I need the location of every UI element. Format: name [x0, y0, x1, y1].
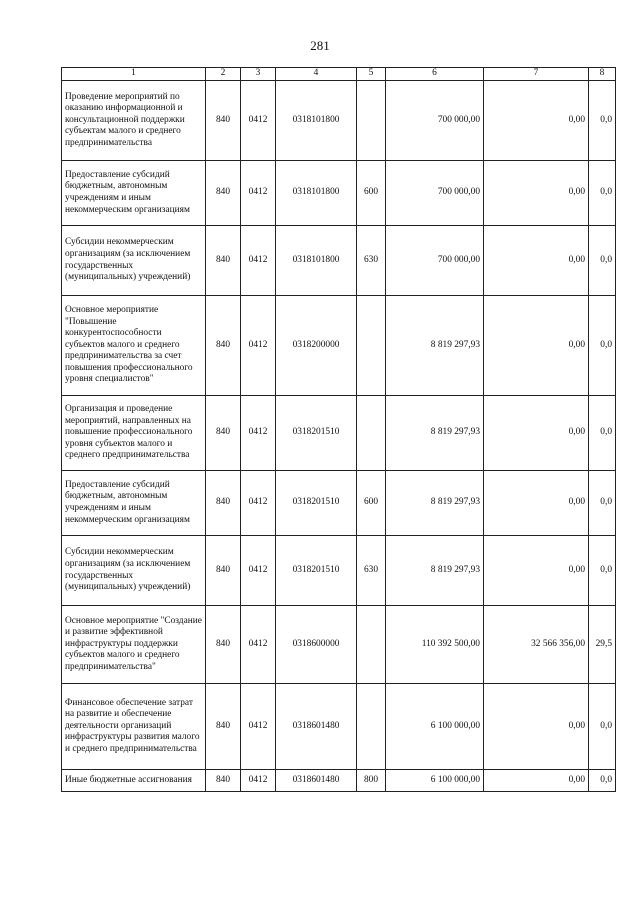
execution-percent-cell: 0,0 [589, 471, 616, 536]
section-code-cell: 0412 [241, 606, 276, 684]
executed-amount-cell: 32 566 356,00 [484, 606, 589, 684]
section-code-cell: 0412 [241, 396, 276, 471]
planned-amount-cell: 6 100 000,00 [386, 770, 484, 792]
section-code-cell: 0412 [241, 770, 276, 792]
column-header: 5 [357, 68, 386, 81]
expense-type-cell: 630 [357, 226, 386, 296]
target-article-cell: 0318101800 [276, 81, 357, 161]
table-row [62, 471, 616, 536]
planned-amount-cell: 700 000,00 [386, 161, 484, 226]
column-header: 1 [62, 68, 206, 81]
execution-percent-cell: 0,0 [589, 226, 616, 296]
item-name-cell: Предоставление субсидий бюджетным, автономным учреждениям и иным некоммерческим организациям [62, 161, 206, 226]
admin-code-cell: 840 [206, 536, 241, 606]
planned-amount-cell: 8 819 297,93 [386, 471, 484, 536]
column-header: 6 [386, 68, 484, 81]
target-article-cell: 0318201510 [276, 396, 357, 471]
table-row [62, 396, 616, 471]
table-row [62, 296, 616, 396]
admin-code-cell: 840 [206, 226, 241, 296]
section-code-cell: 0412 [241, 226, 276, 296]
table-row [62, 226, 616, 296]
admin-code-cell: 840 [206, 606, 241, 684]
execution-percent-cell: 29,5 [589, 606, 616, 684]
column-header: 8 [589, 68, 616, 81]
executed-amount-cell: 0,00 [484, 296, 589, 396]
executed-amount-cell: 0,00 [484, 536, 589, 606]
planned-amount-cell: 700 000,00 [386, 81, 484, 161]
execution-percent-cell: 0,0 [589, 161, 616, 226]
section-code-cell: 0412 [241, 296, 276, 396]
table-row [62, 81, 616, 161]
executed-amount-cell: 0,00 [484, 770, 589, 792]
expense-type-cell [357, 81, 386, 161]
planned-amount-cell: 8 819 297,93 [386, 296, 484, 396]
expense-type-cell: 800 [357, 770, 386, 792]
execution-percent-cell: 0,0 [589, 296, 616, 396]
expense-type-cell [357, 684, 386, 770]
target-article-cell: 0318600000 [276, 606, 357, 684]
planned-amount-cell: 8 819 297,93 [386, 536, 484, 606]
column-header: 7 [484, 68, 589, 81]
table-row [62, 536, 616, 606]
page-number: 281 [310, 38, 330, 53]
expense-type-cell: 600 [357, 471, 386, 536]
expense-type-cell [357, 296, 386, 396]
item-name-cell: Организация и проведение мероприятий, направленных на повышение профессионального уровня субъектов малого и среднего предпринимательства [62, 396, 206, 471]
budget-table [61, 67, 616, 792]
planned-amount-cell: 6 100 000,00 [386, 684, 484, 770]
item-name-cell: Предоставление субсидий бюджетным, автономным учреждениям и иным некоммерческим организациям [62, 471, 206, 536]
item-name-cell: Основное мероприятие "Создание и развитие эффективной инфраструктуры поддержки субъектов малого и среднего предпринимательства" [62, 606, 206, 684]
item-name-cell: Проведение мероприятий по оказанию информационной и консультационной поддержки субъектам малого и среднего предпринимательства [62, 81, 206, 161]
executed-amount-cell: 0,00 [484, 81, 589, 161]
expense-type-cell: 630 [357, 536, 386, 606]
expense-type-cell [357, 606, 386, 684]
admin-code-cell: 840 [206, 396, 241, 471]
section-code-cell: 0412 [241, 536, 276, 606]
item-name-cell: Финансовое обеспечение затрат на развитие и обеспечение деятельности организаций инфраструктуры развития малого и среднего предпринимательства [62, 684, 206, 770]
target-article-cell: 0318101800 [276, 161, 357, 226]
executed-amount-cell: 0,00 [484, 684, 589, 770]
planned-amount-cell: 8 819 297,93 [386, 396, 484, 471]
table-row [62, 770, 616, 792]
executed-amount-cell: 0,00 [484, 471, 589, 536]
expense-type-cell [357, 396, 386, 471]
admin-code-cell: 840 [206, 161, 241, 226]
item-name-cell: Основное мероприятие "Повышение конкурентоспособности субъектов малого и среднего предпринимательства за счет повышения профессионального уровня специалистов" [62, 296, 206, 396]
target-article-cell: 0318101800 [276, 226, 357, 296]
column-header: 3 [241, 68, 276, 81]
table-header-row [62, 68, 616, 81]
execution-percent-cell: 0,0 [589, 396, 616, 471]
table-row [62, 161, 616, 226]
section-code-cell: 0412 [241, 81, 276, 161]
execution-percent-cell: 0,0 [589, 536, 616, 606]
table-row [62, 684, 616, 770]
admin-code-cell: 840 [206, 296, 241, 396]
executed-amount-cell: 0,00 [484, 226, 589, 296]
expense-type-cell: 600 [357, 161, 386, 226]
executed-amount-cell: 0,00 [484, 161, 589, 226]
execution-percent-cell: 0,0 [589, 81, 616, 161]
section-code-cell: 0412 [241, 161, 276, 226]
item-name-cell: Субсидии некоммерческим организациям (за исключением государственных (муниципальных) учреждений) [62, 226, 206, 296]
table-row [62, 606, 616, 684]
target-article-cell: 0318601480 [276, 684, 357, 770]
target-article-cell: 0318601480 [276, 770, 357, 792]
target-article-cell: 0318201510 [276, 536, 357, 606]
item-name-cell: Иные бюджетные ассигнования [62, 770, 206, 792]
admin-code-cell: 840 [206, 471, 241, 536]
section-code-cell: 0412 [241, 471, 276, 536]
planned-amount-cell: 110 392 500,00 [386, 606, 484, 684]
admin-code-cell: 840 [206, 684, 241, 770]
planned-amount-cell: 700 000,00 [386, 226, 484, 296]
admin-code-cell: 840 [206, 81, 241, 161]
execution-percent-cell: 0,0 [589, 684, 616, 770]
admin-code-cell: 840 [206, 770, 241, 792]
section-code-cell: 0412 [241, 684, 276, 770]
column-header: 4 [276, 68, 357, 81]
target-article-cell: 0318201510 [276, 471, 357, 536]
item-name-cell: Субсидии некоммерческим организациям (за исключением государственных (муниципальных) учреждений) [62, 536, 206, 606]
executed-amount-cell: 0,00 [484, 396, 589, 471]
column-header: 2 [206, 68, 241, 81]
execution-percent-cell: 0,0 [589, 770, 616, 792]
target-article-cell: 0318200000 [276, 296, 357, 396]
